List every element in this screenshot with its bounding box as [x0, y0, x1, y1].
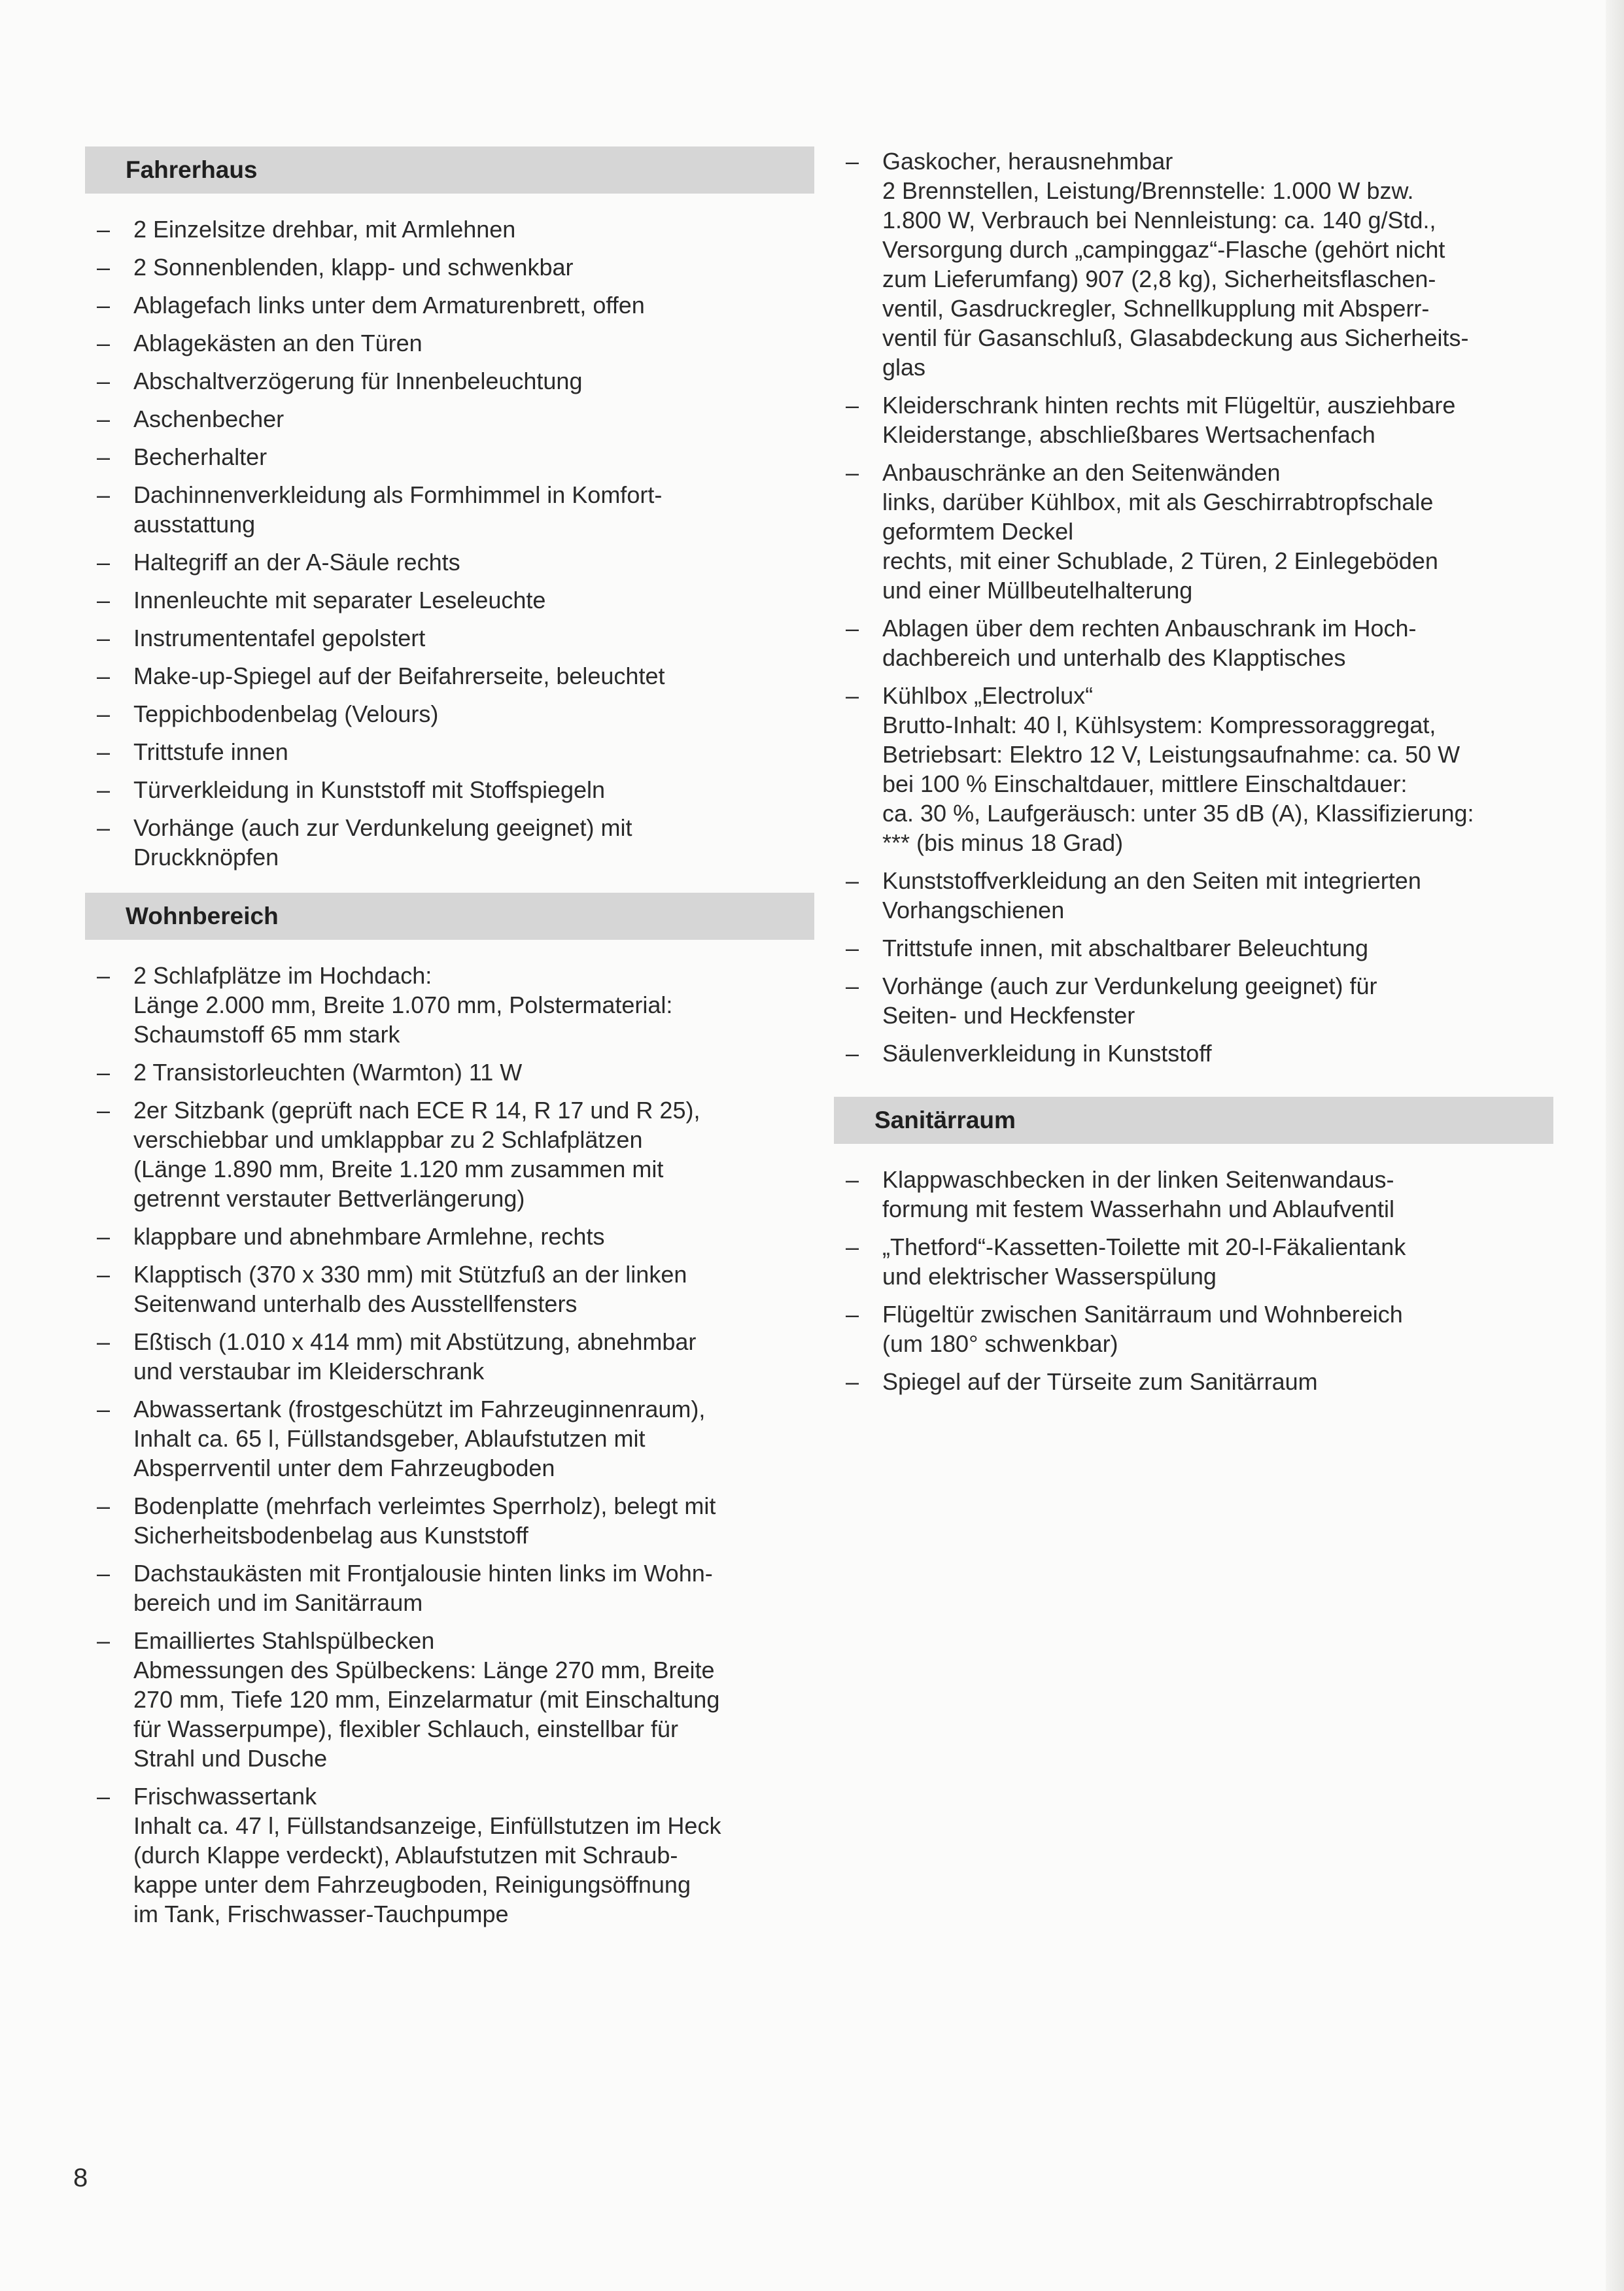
left-column: [85, 146, 814, 1937]
section-heading-fahrerhaus: Fahrerhaus: [85, 146, 814, 194]
list-item: – „Thetford“-Kassetten-Toilette mit 20-l-Fäkalientank und elektrischer Wasserspülung: [834, 1232, 1553, 1291]
list-item: – Haltegriff an der A-Säule rechts: [85, 547, 814, 577]
section-heading-sanitaerraum: Sanitärraum: [834, 1097, 1553, 1144]
list-item: – 2 Transistorleuchten (Warmton) 11 W: [85, 1058, 814, 1087]
list-item: – 2 Schlafplätze im Hochdach: Länge 2.000 mm, Breite 1.070 mm, Polstermaterial: Schaumstoff 65 mm stark: [85, 961, 814, 1049]
list-item: – 2er Sitzbank (geprüft nach ECE R 14, R 17 und R 25), verschiebbar und umklappbar zu 2 Schlafplätzen (Länge 1.890 mm, Breite 1.120 mm zusammen mit getrennt verstauter Bettverlängerung): [85, 1095, 814, 1213]
list-item: – Klappwaschbecken in der linken Seitenwandaus- formung mit festem Wasserhahn und Ablaufventil: [834, 1165, 1553, 1224]
list-item: – Trittstufe innen: [85, 737, 814, 767]
list-item: – Säulenverkleidung in Kunststoff: [834, 1039, 1553, 1068]
list-item: – klappbare und abnehmbare Armlehne, rechts: [85, 1222, 814, 1251]
list-item: – Bodenplatte (mehrfach verleimtes Sperrholz), belegt mit Sicherheitsbodenbelag aus Kunststoff: [85, 1491, 814, 1550]
fahrerhaus-list: [85, 215, 814, 872]
sanitaerraum-list: [834, 1165, 1553, 1396]
list-item: – Dachstaukästen mit Frontjalousie hinten links im Wohn- bereich und im Sanitärraum: [85, 1559, 814, 1617]
wohnbereich-list: [85, 961, 814, 1929]
list-item: – Ablagen über dem rechten Anbauschrank im Hoch- dachbereich und unterhalb des Klapptisches: [834, 613, 1553, 672]
list-item: – Eßtisch (1.010 x 414 mm) mit Abstützung, abnehmbar und verstaubar im Kleiderschrank: [85, 1327, 814, 1386]
page-edge-shadow: [1606, 0, 1624, 2291]
list-item: – Innenleuchte mit separater Leseleuchte: [85, 585, 814, 615]
list-item: – Kunststoffverkleidung an den Seiten mit integrierten Vorhangschienen: [834, 866, 1553, 925]
list-item: – Kleiderschrank hinten rechts mit Flügeltür, ausziehbare Kleiderstange, abschließbares Wertsachenfach: [834, 390, 1553, 449]
list-item: – Ablagekästen an den Türen: [85, 328, 814, 358]
list-item: – Ablagefach links unter dem Armaturenbrett, offen: [85, 290, 814, 320]
list-item: – 2 Einzelsitze drehbar, mit Armlehnen: [85, 215, 814, 244]
list-item: – Trittstufe innen, mit abschaltbarer Beleuchtung: [834, 933, 1553, 963]
list-item: – Dachinnenverkleidung als Formhimmel in Komfort- ausstattung: [85, 480, 814, 539]
list-item: – Abwassertank (frostgeschützt im Fahrzeuginnenraum), Inhalt ca. 65 l, Füllstandsgeber, Ablaufstutzen mit Absperrventil unter dem Fahrzeugboden: [85, 1394, 814, 1483]
list-item: – Abschaltverzögerung für Innenbeleuchtung: [85, 366, 814, 396]
list-item: – Spiegel auf der Türseite zum Sanitärraum: [834, 1367, 1553, 1396]
list-item: – Gaskocher, herausnehmbar 2 Brennstellen, Leistung/Brennstelle: 1.000 W bzw. 1.800 W, Verbrauch bei Nennleistung: ca. 140 g/Std., Versorgung durch „campinggaz“-Flasche (gehört nicht zum Lieferumfang) 907 (2,8 kg), Sicherheitsflaschen- ventil, Gasdruckregler, Schnellkupplung mit Absperr- ventil für Gasanschluß, Glasabdeckung aus Sicherheits- glas: [834, 146, 1553, 382]
list-item: – Vorhänge (auch zur Verdunkelung geeignet) für Seiten- und Heckfenster: [834, 971, 1553, 1030]
list-item: – Teppichbodenbelag (Velours): [85, 699, 814, 729]
list-item: – Make-up-Spiegel auf der Beifahrerseite, beleuchtet: [85, 661, 814, 691]
list-item: – Instrumententafel gepolstert: [85, 623, 814, 653]
list-item: – Türverkleidung in Kunststoff mit Stoffspiegeln: [85, 775, 814, 804]
list-item: – 2 Sonnenblenden, klapp- und schwenkbar: [85, 252, 814, 282]
list-item: – Aschenbecher: [85, 404, 814, 434]
right-column: [834, 146, 1553, 1405]
list-item: – Becherhalter: [85, 442, 814, 472]
section-heading-wohnbereich: Wohnbereich: [85, 893, 814, 940]
wohnbereich-continued-list: [834, 146, 1553, 1068]
page-number: 8: [73, 2163, 88, 2192]
list-item: – Frischwassertank Inhalt ca. 47 l, Füllstandsanzeige, Einfüllstutzen im Heck (durch Klappe verdeckt), Ablaufstutzen mit Schraub- kappe unter dem Fahrzeugboden, Reinigungsöffnung im Tank, Frischwasser-Tauchpumpe: [85, 1782, 814, 1929]
list-item: – Kühlbox „Electrolux“ Brutto-Inhalt: 40 l, Kühlsystem: Kompressoraggregat, Betriebsart: Elektro 12 V, Leistungsaufnahme: ca. 50 W bei 100 % Einschaltdauer, mittlere Einschaltdauer: ca. 30 %, Laufgeräusch: unter 35 dB (A), Klassifizierung: *** (bis minus 18 Grad): [834, 681, 1553, 857]
list-item: – Anbauschränke an den Seitenwänden links, darüber Kühlbox, mit als Geschirrabtropfschale geformtem Deckel rechts, mit einer Schublade, 2 Türen, 2 Einlegeböden und einer Müllbeutelhalterung: [834, 458, 1553, 605]
list-item: – Vorhänge (auch zur Verdunkelung geeignet) mit Druckknöpfen: [85, 813, 814, 872]
list-item: – Flügeltür zwischen Sanitärraum und Wohnbereich (um 180° schwenkbar): [834, 1300, 1553, 1358]
list-item: – Klapptisch (370 x 330 mm) mit Stützfuß an der linken Seitenwand unterhalb des Ausstellfensters: [85, 1260, 814, 1318]
list-item: – Emailliertes Stahlspülbecken Abmessungen des Spülbeckens: Länge 270 mm, Breite 270 mm, Tiefe 120 mm, Einzelarmatur (mit Einschaltung für Wasserpumpe), flexibler Schlauch, einstellbar für Strahl und Dusche: [85, 1626, 814, 1773]
